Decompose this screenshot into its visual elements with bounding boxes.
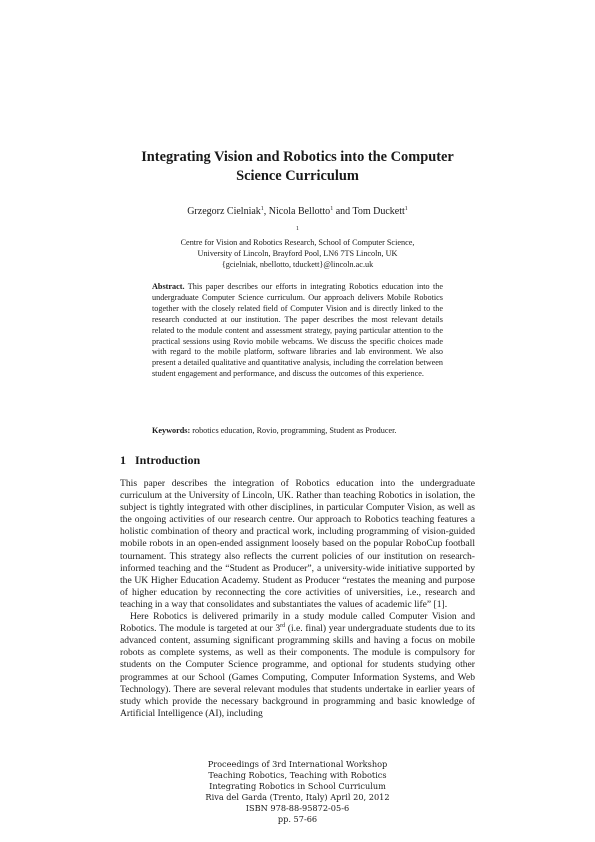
title-line-1: Integrating Vision and Robotics into the Computer — [141, 149, 454, 165]
section-number: 1 — [120, 453, 126, 467]
footer-line: Proceedings of 3rd International Workshop — [207, 759, 388, 769]
abstract-label: Abstract. — [152, 282, 185, 291]
affiliation — [140, 226, 455, 270]
abstract — [152, 282, 443, 380]
footer-line: Riva del Garda (Trento, Italy) April 20, 2012 — [205, 792, 390, 802]
paragraph-text: (i.e. final) year undergraduate students due to its advanced content, assuming significant programming skills and having a focus on mobile robots as complete systems, as well as their components. The module is compulsory for students on the Computer Science programme, and optional for students studying other programmes at our School (Games Computing, Computer Information Systems, and Web Technology). There are several relevant modules that students undertake in earlier years of study which provide the necessary background in programming and basic knowledge of Artificial Intelligence (AI), including — [120, 623, 475, 719]
affiliation-line-2: University of Lincoln, Brayford Pool, LN6 7TS Lincoln, UK — [197, 249, 398, 258]
paper-title — [120, 148, 475, 186]
paragraph: This paper describes the integration of Robotics education into the undergraduate curriculum at the University of Lincoln, UK. Rather than teaching Robotics in isolation, the subject is tightly integrated with other disciplines, in particular Computer Vision, as well as the ongoing activities of our research centre. Our approach to Robotics teaching features a holistic combination of theory and practical work, including programming of vision-guided mobile robots in an open-ended assignment loosely based on the popular RoboCup football tournament. This strategy also reflects the current policies of our institution on research-informed teaching and the “Student as Producer”, a university-wide initiative supported by the UK Higher Education Academy. Student as Producer “restates the meaning and purpose of higher education by reconnecting the core activities of universities, i.e., research and teaching in a way that consolidates and substantiates the values of academic life” [1]. — [120, 478, 475, 610]
ordinal-suffix: rd — [280, 623, 286, 630]
affiliation-line-1 — [140, 226, 455, 248]
author-separator: and — [333, 206, 353, 217]
section-heading — [120, 453, 475, 468]
author-affiliation-mark: 1 — [330, 206, 334, 212]
author-name: Grzegorz Cielniak — [187, 206, 261, 217]
keywords-label: Keywords: — [152, 426, 191, 435]
paragraph-text: Here Robotics is delivered primarily in a study module called Computer Vision and Robotics. The module is targeted at our 3 — [120, 611, 475, 635]
footer-line: Integrating Robotics in School Curriculum — [209, 781, 386, 791]
keywords-text: robotics education, Rovio, programming, Student as Producer. — [190, 426, 397, 435]
paragraph — [120, 611, 475, 720]
author-name: Tom Duckett — [352, 206, 405, 217]
author-name: Nicola Bellotto — [268, 206, 331, 217]
abstract-text: This paper describes our efforts in integrating Robotics education into the undergraduate Computer Science curriculum. Our approach delivers Mobile Robotics together with the closely related field of Computer Vision and is directly linked to the research conducted at our institution. The paper describes the most relevant details related to the module content and assessment strategy, paying particular attention to the practical sessions using Rovio mobile webcams. We discuss the specific choices made with regard to the mobile platform, software libraries and lab environment. We also present a detailed qualitative and quantitative analysis, including the correlation between student engagement and performance, and discuss the outcomes of this experience. — [152, 282, 443, 379]
section-title: Introduction — [135, 453, 201, 467]
author-affiliation-mark: 1 — [404, 206, 408, 212]
author-affiliation-mark: 1 — [260, 206, 264, 212]
title-line-2: Science Curriculum — [236, 168, 359, 184]
page-range: pp. 57-66 — [277, 814, 318, 824]
proceedings-footer — [120, 759, 475, 825]
keywords — [152, 426, 443, 437]
affiliation-text: Centre for Vision and Robotics Research, School of Computer Science, — [180, 238, 415, 247]
introduction-body — [120, 478, 475, 720]
author-list — [120, 205, 475, 218]
author-emails: {gcielniak, nbellotto, tduckett}@lincoln.ac.uk — [221, 260, 374, 269]
author-separator: , — [263, 206, 269, 217]
isbn: ISBN 978-88-95872-05-6 — [245, 803, 350, 813]
affiliation-mark: 1 — [296, 226, 299, 232]
footer-line: Teaching Robotics, Teaching with Robotics — [208, 770, 387, 780]
